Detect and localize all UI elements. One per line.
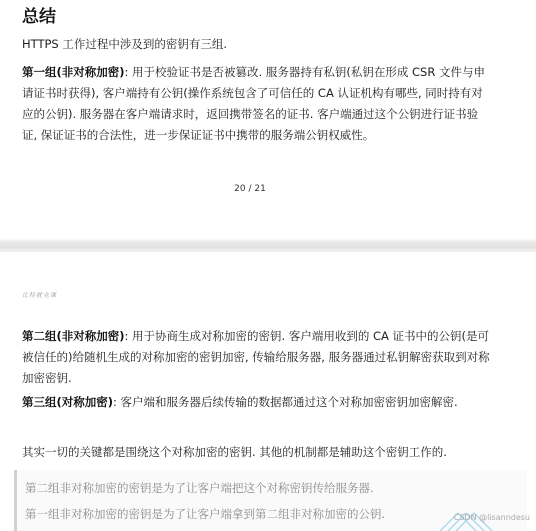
summary-paragraph: 其实一切的关键都是围绕这个对称加密的密钥. 其他的机制都是辅助这个密钥工作的. <box>22 445 447 459</box>
group1-paragraph <box>22 62 492 146</box>
intro-paragraph: HTTPS 工作过程中涉及到的密钥有三组. <box>22 37 228 51</box>
group1-label: 第一组(非对称加密) <box>22 65 125 79</box>
group1-text: : 用于校验证书是否被篡改. 服务器持有私钥(私钥在形成 CSR 文件与申请证书时获得), 客户端持有公钥(操作系统包含了可信任的 CA 认证机构有哪些, 同时持有对应的公钥). 服务器在客户端请求时，返回携带签名的证书. 客户端通过这个公钥进行证书验证, 保证证书的合法性，进一步保证证书中携带的服务端公钥权威性。 <box>22 65 485 142</box>
page-separator <box>0 238 536 252</box>
quote-line: 第二组非对称加密的密钥是为了让客户端把这个对称密钥传给服务器. <box>25 481 374 495</box>
header-watermark: 比特就业课 <box>22 292 58 299</box>
group2-label: 第二组(非对称加密) <box>22 329 125 343</box>
group3-paragraph <box>22 392 492 413</box>
quote-line: 第一组非对称加密的密钥是为了让客户端拿到第二组非对称加密的公钥. <box>25 507 386 521</box>
page-number: 20 / 21 <box>234 184 266 194</box>
csdn-watermark: CSDN @lisanndesu <box>453 513 530 522</box>
group2-text: : 用于协商生成对称加密的密钥. 客户端用收到的 CA 证书中的公钥(是可被信任的)给随机生成的对称加密的密钥加密, 传输给服务器, 服务器通过私钥解密获取到对称加密密钥. <box>22 329 490 385</box>
group2-paragraph <box>22 326 492 389</box>
group3-label: 第三组(对称加密) <box>22 395 114 409</box>
group3-text: : 客户端和服务器后续传输的数据都通过这个对称加密密钥加密解密. <box>113 395 458 409</box>
section-heading: 总结 <box>22 7 56 27</box>
